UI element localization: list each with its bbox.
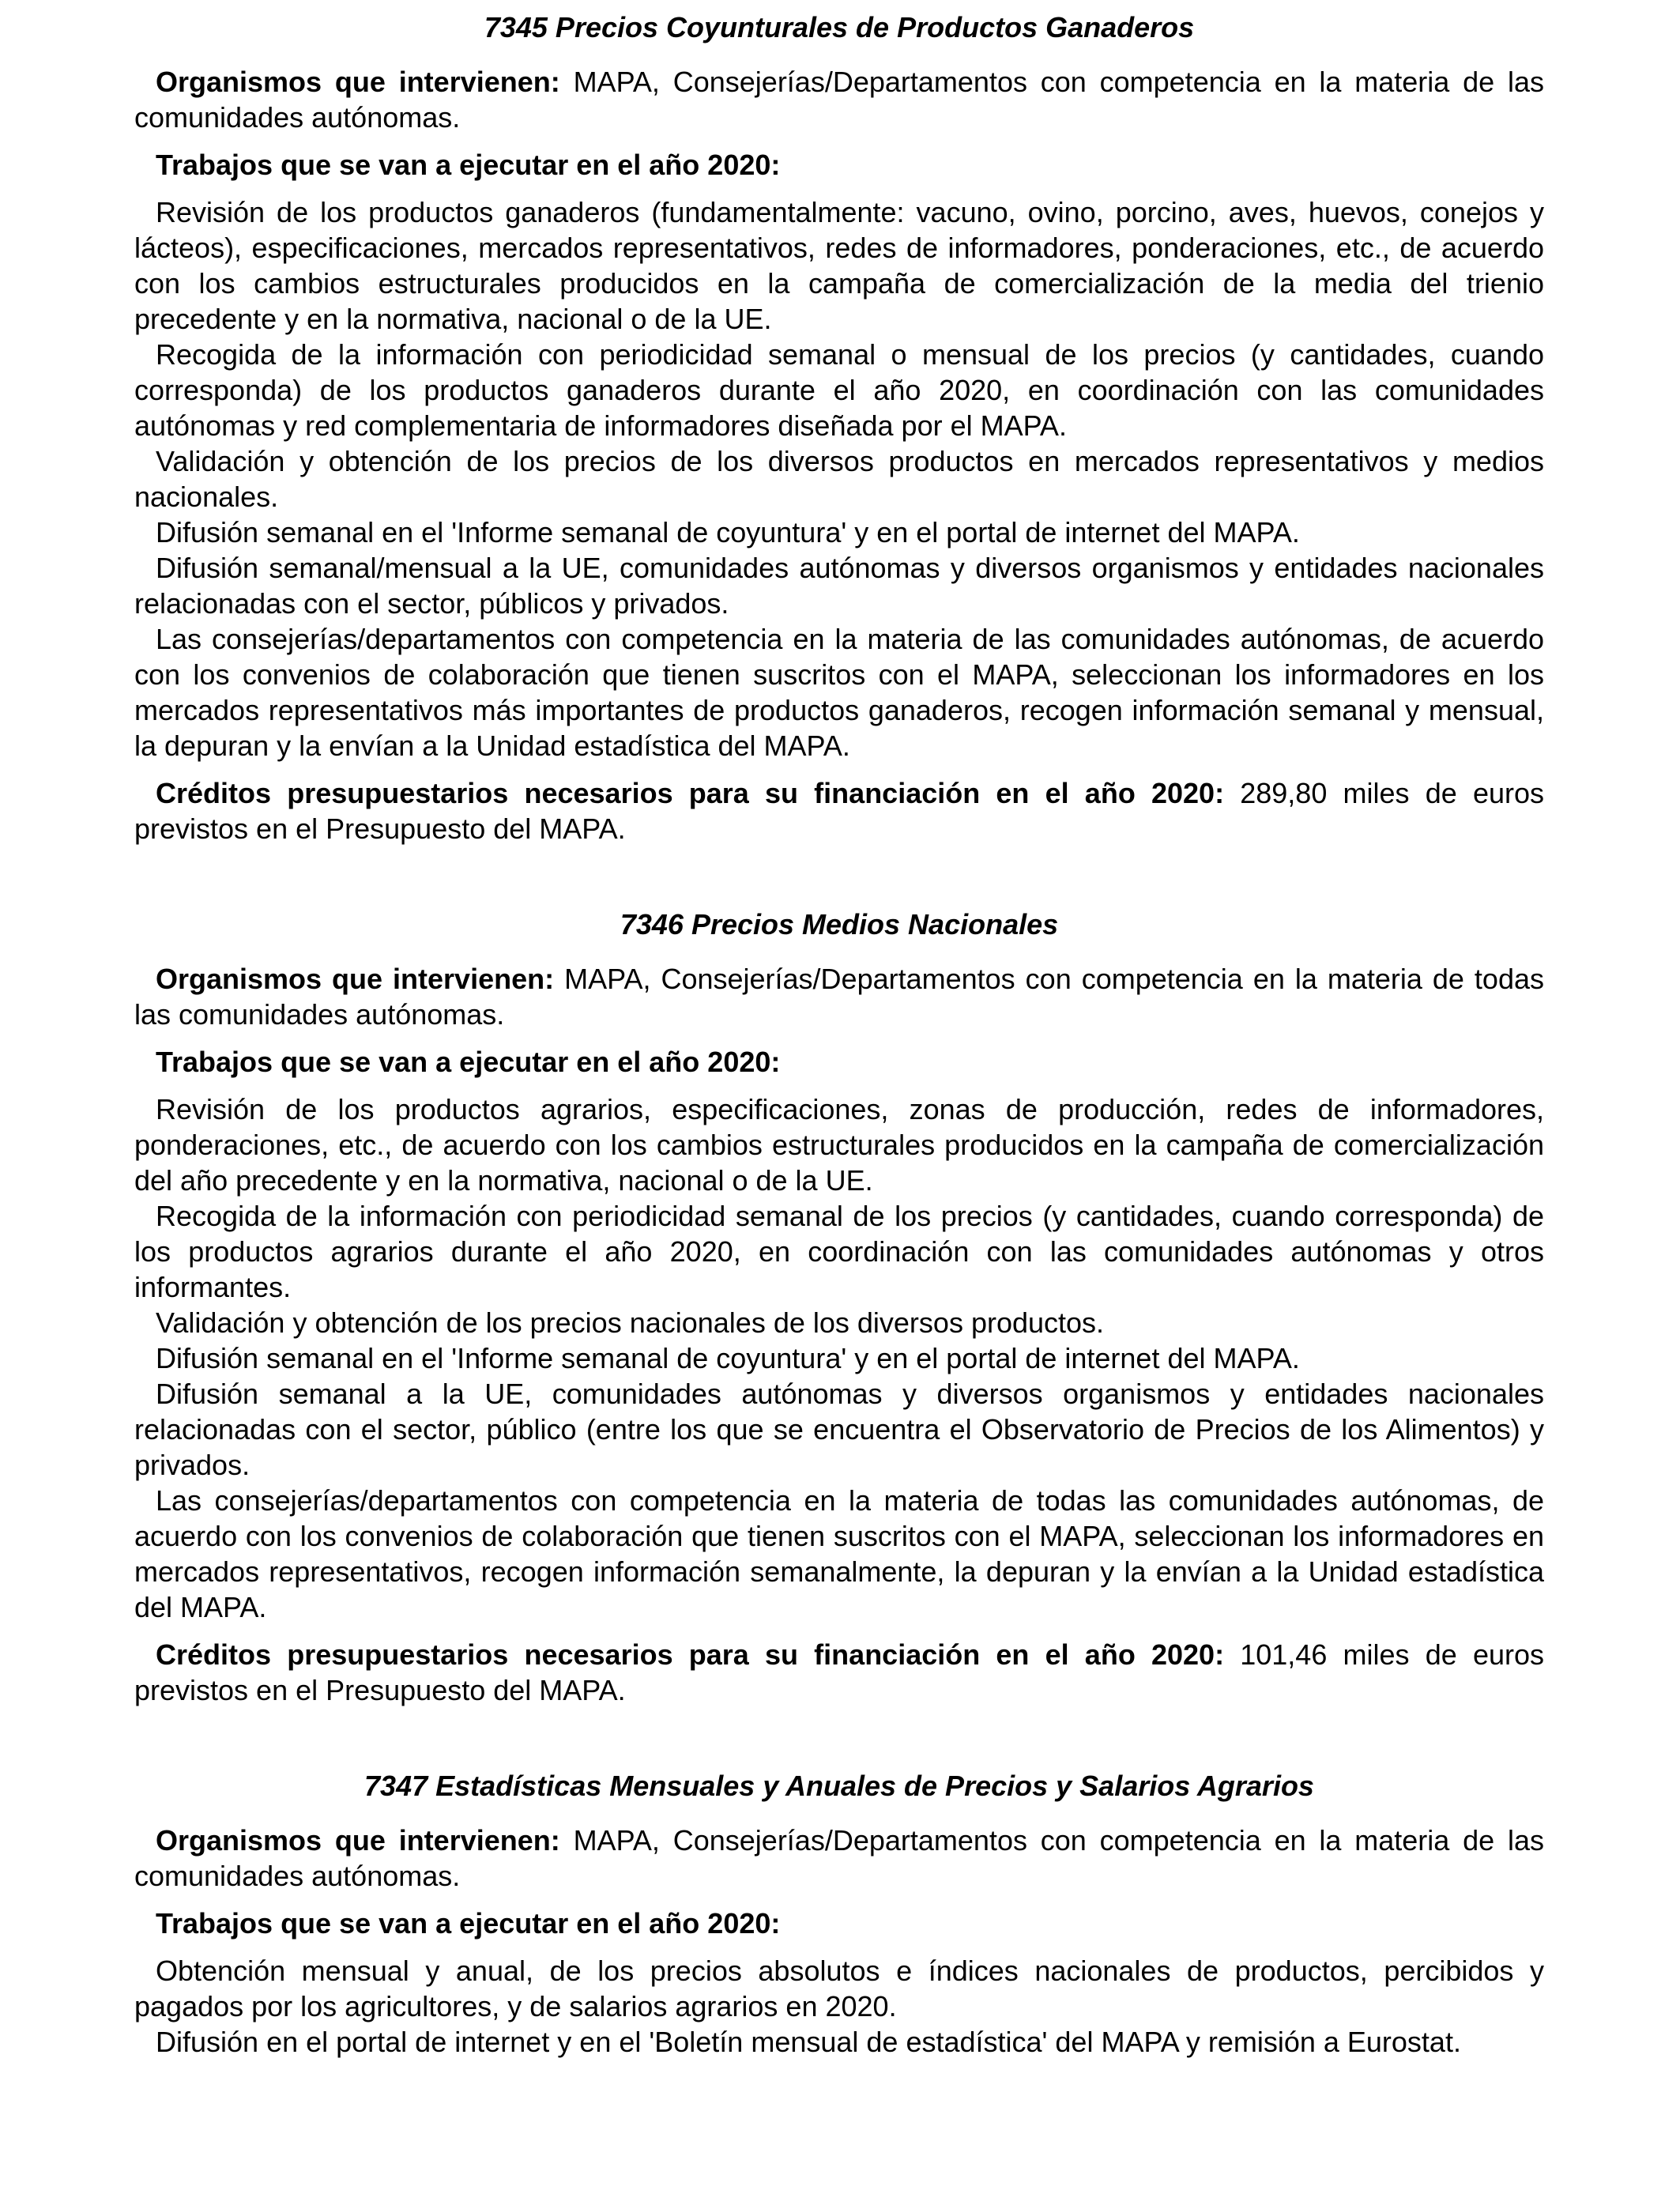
creditos-paragraph bbox=[134, 775, 1544, 846]
organismos-paragraph bbox=[134, 64, 1544, 135]
work-item: Difusión semanal a la UE, comunidades autónomas y diversos organismos y entidades nacionales relacionadas con el sector, público (entre los que se encuentra el Observatorio de Precios de los Alimentos) y privados. bbox=[134, 1378, 1544, 1481]
section-title: 7345 Precios Coyunturales de Productos Ganaderos bbox=[484, 11, 1195, 43]
work-item: Difusión semanal en el 'Informe semanal de coyuntura' y en el portal de internet del MAPA. bbox=[156, 1342, 1300, 1374]
work-item: Revisión de los productos ganaderos (fundamentalmente: vacuno, ovino, porcino, aves, huevos, conejos y lácteos), especificaciones, mercados representativos, redes de informadores, ponderaciones, etc., de acuerdo con los cambios estructurales producidos en la campaña de comercialización de la media del trienio precedente y en la normativa, nacional o de la UE. bbox=[134, 196, 1544, 335]
trabajos-heading: Trabajos que se van a ejecutar en el año 2020: bbox=[156, 1907, 781, 1940]
work-item: Las consejerías/departamentos con competencia en la materia de todas las comunidades autónomas, de acuerdo con los convenios de colaboración que tienen suscritos con el MAPA, seleccionan los informadores en mercados representativos, recogen información semanalmente, la depuran y la envían a la Unidad estadística del MAPA. bbox=[134, 1484, 1544, 1623]
work-item: Recogida de la información con periodicidad semanal o mensual de los precios (y cantidades, cuando corresponda) de los productos ganaderos durante el año 2020, en coordinación con las comunidades autónomas y red complementaria de informadores diseñada por el MAPA. bbox=[134, 338, 1544, 442]
section-7346 bbox=[134, 846, 1544, 1708]
work-item: Revisión de los productos agrarios, especificaciones, zonas de producción, redes de informadores, ponderaciones, etc., de acuerdo con los cambios estructurales producidos en la campaña de comercialización del año precedente y en la normativa, nacional o de la UE. bbox=[134, 1093, 1544, 1197]
work-item: Difusión semanal en el 'Informe semanal de coyuntura' y en el portal de internet del MAPA. bbox=[156, 516, 1300, 548]
creditos-text: 101,46 miles de euros previstos en el Presupuesto del MAPA. bbox=[134, 1638, 1544, 1706]
section-7347 bbox=[134, 1708, 1544, 2060]
organismos-paragraph bbox=[134, 961, 1544, 1032]
organismos-paragraph bbox=[134, 1823, 1544, 1894]
document-page bbox=[134, 0, 1544, 2060]
creditos-text: 289,80 miles de euros previstos en el Presupuesto del MAPA. bbox=[134, 777, 1544, 845]
work-item: Las consejerías/departamentos con competencia en la materia de las comunidades autónomas, de acuerdo con los convenios de colaboración que tienen suscritos con el MAPA, seleccionan los informadores en los mercados representativos más importantes de productos ganaderos, recogen información semanal y mensual, la depuran y la envían a la Unidad estadística del MAPA. bbox=[134, 623, 1544, 762]
work-item: Difusión en el portal de internet y en el 'Boletín mensual de estadística' del MAPA y remisión a Eurostat. bbox=[156, 2026, 1461, 2058]
trabajos-heading: Trabajos que se van a ejecutar en el año 2020: bbox=[156, 1046, 781, 1078]
organismos-text: MAPA, Consejerías/Departamentos con competencia en la materia de las comunidades autónomas. bbox=[134, 1824, 1544, 1892]
work-item: Validación y obtención de los precios de los diversos productos en mercados representativos y medios nacionales. bbox=[134, 445, 1544, 513]
section-7345 bbox=[134, 0, 1544, 846]
section-title: 7346 Precios Medios Nacionales bbox=[620, 908, 1059, 941]
creditos-paragraph bbox=[134, 1637, 1544, 1708]
organismos-label: Organismos que intervienen: bbox=[156, 1824, 560, 1857]
work-item: Validación y obtención de los precios nacionales de los diversos productos. bbox=[156, 1306, 1105, 1339]
trabajos-heading: Trabajos que se van a ejecutar en el año 2020: bbox=[156, 149, 781, 181]
creditos-label: Créditos presupuestarios necesarios para su financiación en el año 2020: bbox=[156, 1638, 1225, 1671]
work-item: Obtención mensual y anual, de los precios absolutos e índices nacionales de productos, percibidos y pagados por los agricultores, y de salarios agrarios en 2020. bbox=[134, 1955, 1544, 2022]
work-item: Difusión semanal/mensual a la UE, comunidades autónomas y diversos organismos y entidades nacionales relacionadas con el sector, públicos y privados. bbox=[134, 552, 1544, 620]
creditos-label: Créditos presupuestarios necesarios para su financiación en el año 2020: bbox=[156, 777, 1225, 809]
work-item: Recogida de la información con periodicidad semanal de los precios (y cantidades, cuando corresponda) de los productos agrarios durante el año 2020, en coordinación con las comunidades autónomas y otros informantes. bbox=[134, 1200, 1544, 1303]
organismos-label: Organismos que intervienen: bbox=[156, 66, 560, 98]
organismos-text: MAPA, Consejerías/Departamentos con competencia en la materia de todas las comunidades autónomas. bbox=[134, 963, 1545, 1031]
organismos-label: Organismos que intervienen: bbox=[156, 963, 555, 995]
organismos-text: MAPA, Consejerías/Departamentos con competencia en la materia de las comunidades autónomas. bbox=[134, 66, 1544, 134]
section-title: 7347 Estadísticas Mensuales y Anuales de Precios y Salarios Agrarios bbox=[364, 1770, 1314, 1802]
